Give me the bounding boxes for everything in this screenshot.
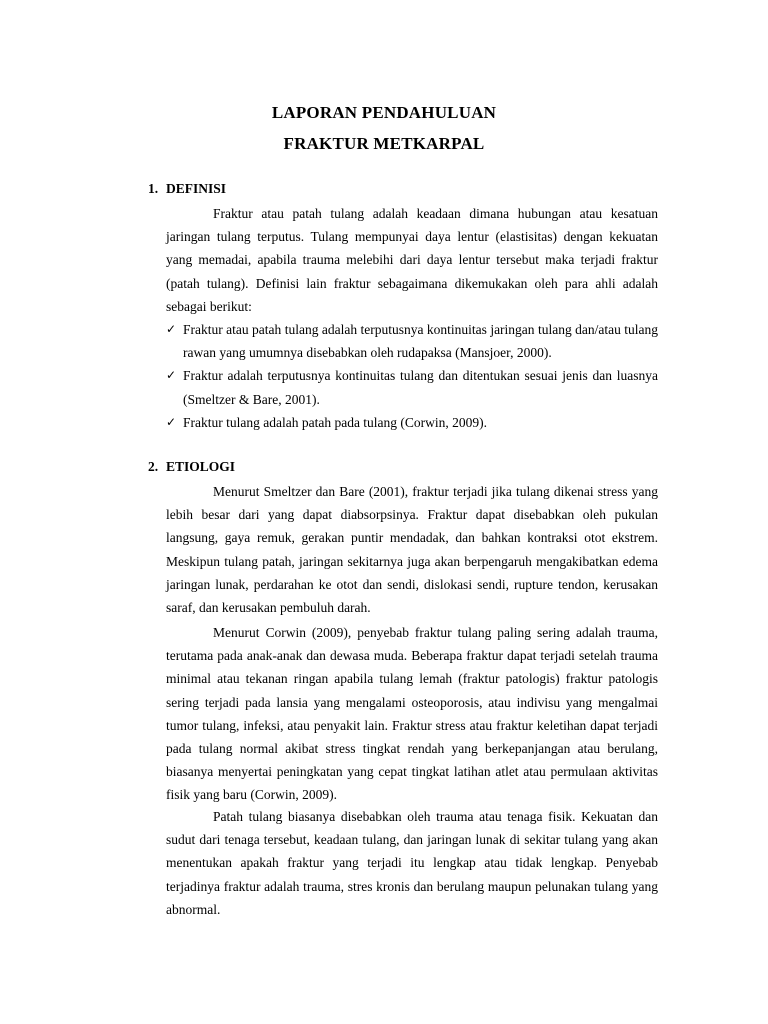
definisi-bullet-list: [166, 318, 658, 434]
checkmark-icon: ✓: [166, 368, 177, 383]
section-number: 2.: [148, 459, 159, 474]
section-heading-text: DEFINISI: [166, 181, 227, 196]
list-item: [166, 411, 658, 434]
section-heading-etiologi: [148, 459, 235, 475]
etiologi-paragraph-3: Patah tulang biasanya disebabkan oleh trauma atau tenaga fisik. Kekuatan dan sudut dari tenaga tersebut, keadaan tulang, dan jaringan lunak di sekitar tulang yang akan menentukan apakah fraktur yang terjadi itu lengkap atau tidak lengkap. Penyebab terjadinya fraktur adalah trauma, stres kronis dan berulang maupun pelunakan tulang yang abnormal.: [166, 809, 658, 917]
list-item: [166, 318, 658, 364]
etiologi-paragraph-2: Menurut Corwin (2009), penyebab fraktur tulang paling sering adalah trauma, terutama pada anak-anak dan dewasa muda. Beberapa fraktur dapat terjadi setelah trauma minimal atau tekanan ringan apabila tulang lemah (fraktur patologis) fraktur patologis sering terjadi pada lansia yang mengalami osteoporosis, atau indivisu yang mengalmai tumor tulang, infeksi, atau penyakit lain. Fraktur stress atau fraktur keletihan dapat terjadi pada tulang normal akibat stress tingkat rendah yang berkepanjangan atau berulang, biasanya menyertai peningkatan yang cepat tingkat latihan atlet atau permulaan aktivitas fisik yang baru (Corwin, 2009).: [166, 625, 658, 803]
definisi-paragraph: Fraktur atau patah tulang adalah keadaan dimana hubungan atau kesatuan jaringan tulang terputus. Tulang mempunyai daya lentur (elastisitas) dengan kekuatan yang memadai, apabila trauma melebihi dari daya lentur tersebut maka terjadi fraktur (patah tulang). Definisi lain fraktur sebagaimana dikemukakan oleh para ahli adalah sebagai berikut:: [166, 206, 658, 314]
checkmark-icon: ✓: [166, 414, 177, 429]
document-title: LAPORAN PENDAHULUAN: [271, 103, 497, 122]
list-item-text: Fraktur tulang adalah patah pada tulang (Corwin, 2009).: [183, 414, 488, 430]
section-number: 1.: [148, 181, 159, 196]
list-item-text: Fraktur atau patah tulang adalah terputusnya kontinuitas jaringan tulang dan/atau tulang rawan yang umumnya disebabkan oleh rudapaksa (Mansjoer, 2000).: [183, 322, 658, 361]
list-item: [166, 364, 658, 410]
document-subtitle: FRAKTUR METKARPAL: [283, 134, 485, 153]
section-heading-definisi: [148, 181, 226, 197]
list-item-text: Fraktur adalah terputusnya kontinuitas tulang dan ditentukan sesuai jenis dan luasnya (Smeltzer & Bare, 2001).: [183, 368, 658, 407]
etiologi-paragraph-1: Menurut Smeltzer dan Bare (2001), fraktur terjadi jika tulang dikenai stress yang lebih besar dari yang dapat diabsorpsinya. Fraktur dapat disebabkan oleh pukulan langsung, gaya remuk, gerakan puntir mendadak, dan bahkan kontraksi otot ekstrem. Meskipun tulang patah, jaringan sekitarnya juga akan berpengaruh mengakibatkan edema jaringan lunak, perdarahan ke otot dan sendi, dislokasi sendi, rupture tendon, kerusakan saraf, dan kerusakan pembuluh darah.: [166, 484, 658, 616]
section-heading-text: ETIOLOGI: [166, 459, 236, 474]
checkmark-icon: ✓: [166, 322, 177, 336]
